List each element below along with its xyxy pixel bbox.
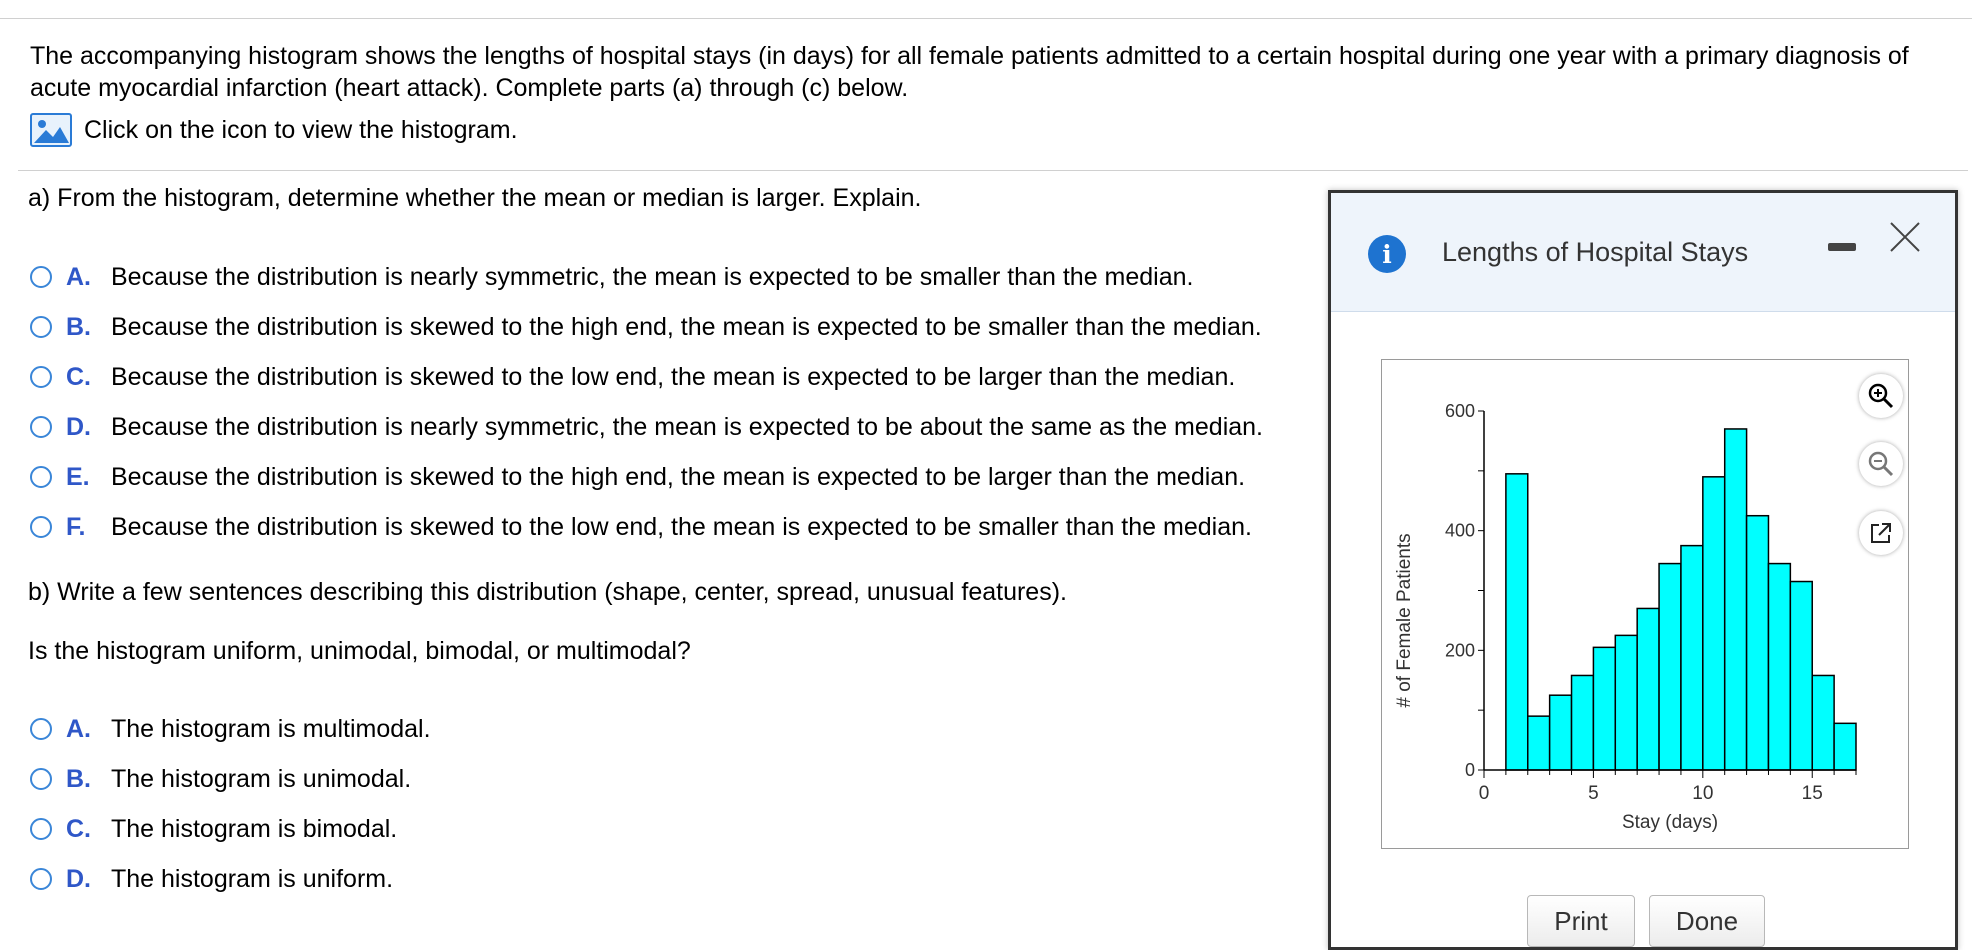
x-tick-label: 15 xyxy=(1801,783,1823,804)
part-a-question: a) From the histogram, determine whether the mean or median is larger. Explain. xyxy=(28,184,922,212)
option-letter: B. xyxy=(66,312,91,341)
histogram-bar xyxy=(1681,546,1703,770)
dialog-title: Lengths of Hospital Stays xyxy=(1442,237,1749,267)
option-letter: C. xyxy=(66,362,91,391)
part-a-option-a[interactable] xyxy=(30,259,1193,295)
part-a-option-e[interactable] xyxy=(30,459,1245,495)
part-b-question: b) Write a few sentences describing this distribution (shape, center, spread, unusual features). xyxy=(28,578,1067,606)
histogram-bar xyxy=(1528,716,1550,770)
x-tick-label: 10 xyxy=(1692,783,1714,804)
histogram-bar xyxy=(1593,647,1615,770)
part-a-option-b[interactable] xyxy=(30,309,1262,345)
histogram-chart xyxy=(1381,359,1909,849)
problem-statement: The accompanying histogram shows the lengths of hospital stays (in days) for all female patients admitted to a certain hospital during one year with a primary diagnosis of acute myocardial infarction (heart attack). Complete parts (a) through (c) below. xyxy=(30,42,1909,102)
option-text: Because the distribution is skewed to the low end, the mean is expected to be larger than the median. xyxy=(111,362,1236,391)
radio-button[interactable] xyxy=(30,718,52,740)
histogram-bar xyxy=(1790,582,1812,770)
part-b-option-c[interactable] xyxy=(30,811,397,847)
option-text: Because the distribution is skewed to the low end, the mean is expected to be smaller than the median. xyxy=(111,512,1252,541)
dialog-header xyxy=(1331,193,1955,312)
y-tick-label: 400 xyxy=(1444,520,1475,541)
option-letter: F. xyxy=(66,512,86,541)
histogram-bar xyxy=(1572,675,1594,770)
option-letter: C. xyxy=(66,814,91,843)
option-letter: E. xyxy=(66,462,90,491)
done-button[interactable]: Done xyxy=(1649,895,1765,947)
part-b-option-a[interactable] xyxy=(30,711,431,747)
y-axis-label: # of Female Patients xyxy=(1394,533,1415,708)
option-text: Because the distribution is nearly symmetric, the mean is expected to be about the same as the median. xyxy=(111,412,1264,441)
option-letter: A. xyxy=(66,262,91,291)
histogram-bar xyxy=(1812,675,1834,770)
option-text: Because the distribution is nearly symmetric, the mean is expected to be smaller than the median. xyxy=(111,262,1194,291)
radio-button[interactable] xyxy=(30,868,52,890)
part-b-option-b[interactable] xyxy=(30,761,411,797)
zoom-out-icon[interactable] xyxy=(1859,442,1903,486)
print-button[interactable]: Print xyxy=(1527,895,1635,947)
radio-button[interactable] xyxy=(30,768,52,790)
section-divider xyxy=(18,170,1968,171)
option-letter: D. xyxy=(66,864,91,893)
zoom-in-icon[interactable] xyxy=(1859,374,1903,418)
top-divider xyxy=(0,18,1972,19)
histogram-bar xyxy=(1834,723,1856,770)
part-a-option-c[interactable] xyxy=(30,359,1235,395)
option-letter: B. xyxy=(66,764,91,793)
view-histogram-label: Click on the icon to view the histogram. xyxy=(84,115,518,144)
histogram-bar xyxy=(1615,635,1637,770)
radio-button[interactable] xyxy=(30,266,52,288)
option-text: The histogram is multimodal. xyxy=(111,714,431,743)
part-a-option-d[interactable] xyxy=(30,409,1263,445)
histogram-bar xyxy=(1506,474,1528,770)
radio-button[interactable] xyxy=(30,416,52,438)
y-tick-label: 600 xyxy=(1444,401,1475,421)
y-tick-label: 0 xyxy=(1464,760,1475,780)
option-text: The histogram is uniform. xyxy=(111,864,394,893)
y-tick-label: 200 xyxy=(1444,640,1475,661)
histogram-bar xyxy=(1768,564,1790,770)
radio-button[interactable] xyxy=(30,516,52,538)
histogram-bar xyxy=(1725,429,1747,770)
radio-button[interactable] xyxy=(30,366,52,388)
option-text: The histogram is unimodal. xyxy=(111,764,412,793)
radio-button[interactable] xyxy=(30,466,52,488)
part-b-option-d[interactable] xyxy=(30,861,393,897)
info-icon: i xyxy=(1368,235,1406,273)
x-axis-label: Stay (days) xyxy=(1621,812,1719,833)
histogram-bar xyxy=(1550,695,1572,770)
view-histogram-row xyxy=(30,112,518,148)
part-a-option-f[interactable] xyxy=(30,509,1252,545)
close-icon[interactable] xyxy=(1885,217,1925,257)
option-text: The histogram is bimodal. xyxy=(111,814,398,843)
image-icon[interactable] xyxy=(30,113,72,147)
radio-button[interactable] xyxy=(30,316,52,338)
x-tick-label: 5 xyxy=(1588,783,1599,804)
part-b-subquestion: Is the histogram uniform, unimodal, bimodal, or multimodal? xyxy=(28,637,691,665)
option-text: Because the distribution is skewed to the high end, the mean is expected to be larger than the median. xyxy=(111,462,1246,491)
histogram-svg xyxy=(1382,360,1908,848)
histogram-bar xyxy=(1637,608,1659,770)
x-tick-label: 0 xyxy=(1478,783,1490,804)
histogram-bar xyxy=(1659,564,1681,770)
option-letter: D. xyxy=(66,412,91,441)
option-letter: A. xyxy=(66,714,91,743)
option-text: Because the distribution is skewed to the high end, the mean is expected to be smaller than the median. xyxy=(111,312,1262,341)
histogram-bar xyxy=(1747,516,1769,770)
histogram-bar xyxy=(1703,477,1725,770)
histogram-dialog xyxy=(1328,190,1958,950)
open-external-icon[interactable] xyxy=(1859,511,1903,555)
radio-button[interactable] xyxy=(30,818,52,840)
minimize-icon[interactable] xyxy=(1828,243,1856,251)
